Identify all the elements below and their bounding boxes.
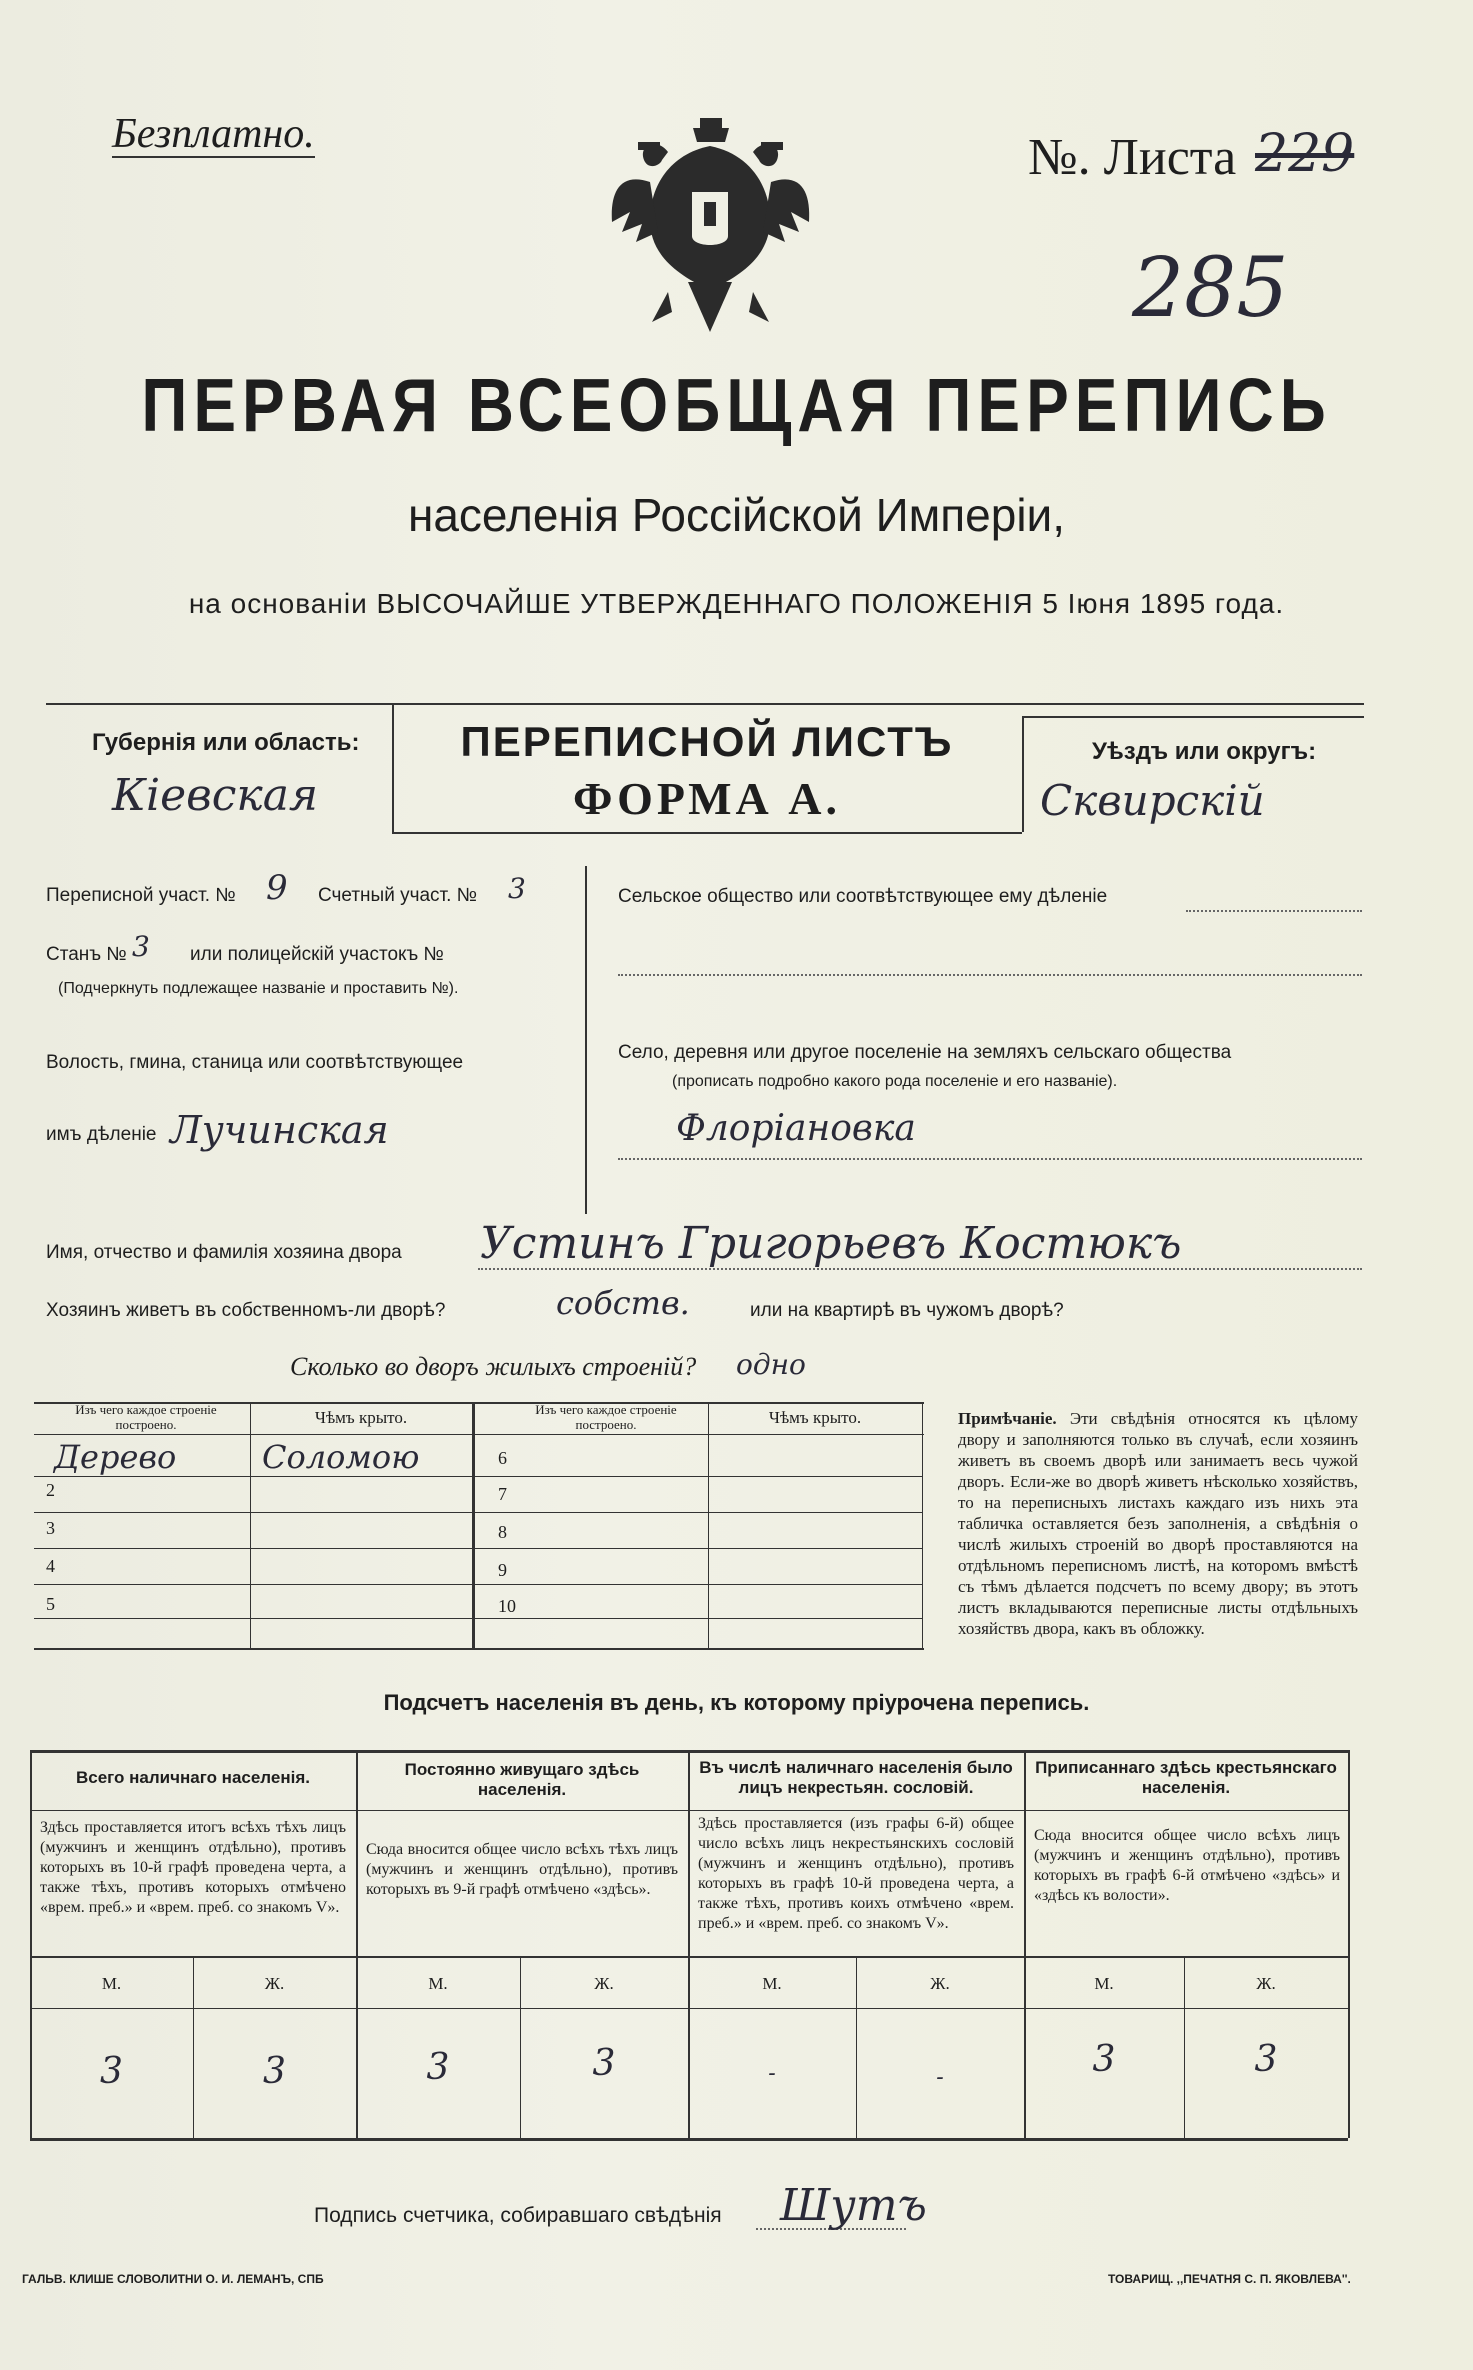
village-label: Село, деревня или другое поселеніе на земляхъ сельскаго общества [618,1042,1232,1063]
table-cell: Соломою [262,1438,420,1476]
stan-note: (Подчеркнуть подлежащее названіе и проставить №). [58,980,459,997]
male-count: 3 [100,2051,123,2092]
printer-left: ГАЛЬВ. КЛИШЕ СЛОВОЛИТНИ О. И. ЛЕМАНЪ, СПБ [22,2272,324,2286]
row-number: 2 [46,1480,55,1500]
police-area-label: или полицейскій участокъ № [190,944,444,965]
row-number: 7 [498,1484,507,1504]
sheet-title: ПЕРЕПИСНОЙ ЛИСТЪ [460,718,954,765]
material-column-header: Изъ чего каждое строеніе построено. [75,1402,217,1432]
row-number: 9 [498,1560,507,1580]
row-number: 10 [498,1596,516,1616]
form-title: ФОРМА А. [573,773,841,824]
row-number: 6 [498,1448,507,1468]
stan-value: 3 [132,930,150,963]
census-area-label: Переписной участ. № [46,885,236,906]
roof-column-header: Чѣмъ крыто. [314,1408,408,1427]
own-yard-value: собств. [556,1284,690,1322]
row-number: 4 [46,1556,55,1576]
roof-column-header: Чѣмъ крыто. [768,1408,862,1427]
buildings-count-label: Сколько во дворъ жилыхъ строеній? [290,1352,697,1381]
total-population-desc: Здѣсь проставляется итогъ всѣхъ тѣхъ лицъ (мужчинъ и женщинъ отдѣльно), противъ которыхъ въ 10-й графѣ проведена черта, а также тѣхъ, противъ которыхъ отмѣчено «врем. преб.» и «врем. преб. со знакомъ V». [40,1819,346,1916]
column-divider [585,866,587,1214]
free-label: Безплатно. [112,111,315,157]
male-header: М. [101,1974,122,1993]
female-header: Ж. [594,1974,614,1993]
main-title: ПЕРВАЯ ВСЕОБЩАЯ ПЕРЕПИСЬ [141,362,1332,448]
male-count: 3 [426,2047,450,2088]
count-area-value: 3 [508,872,526,905]
rule [392,832,1022,834]
note-text: Эти свѣдѣнія относятся къ цѣлому двору и заполняются только въ случаѣ, если хозяинъ живетъ въ своемъ дворѣ или занимаетъ весь чужой дворъ. Если-же во дворѣ живетъ нѣсколько хозяйствъ, то на переписныхъ листахъ каждаго изъ нихъ эта табличка оставляется безъ заполненія, а свѣдѣнія о числѣ жилыхъ строеній во дворѣ проставляются на отдѣльномъ переписномъ листѣ, на которомъ вмѣстѣ съ тѣмъ дѣлается подсчетъ по всему двору; въ этотъ листъ вкладываются переписные листы отдѣльныхъ хозяйствъ двора, какъ въ обложку. [958,1409,1359,1638]
count-area-label: Счетный участ. № [318,885,478,906]
village-note: (прописать подробно какого рода поселеніе и его названіе). [672,1073,1118,1090]
male-header: М. [428,1974,448,1993]
subtitle: населенія Россійской Имперіи, [407,489,1066,541]
female-count: 3 [1254,2039,1278,2080]
sheet-number-alt-value: 285 [1132,241,1289,336]
row-number: 5 [46,1594,55,1614]
row-number: 3 [46,1518,55,1538]
district-value: Сквирскій [1040,776,1265,825]
female-header: Ж. [264,1974,285,1993]
female-header: Ж. [930,1974,950,1993]
male-count: 3 [1092,2039,1116,2080]
male-header: М. [762,1974,782,1993]
province-label: Губернія или область: [92,729,360,756]
society-label: Сельское общество или соотвѣтствующее ему дѣленіе [618,886,1108,907]
rule [46,703,1364,705]
population-heading: Подсчетъ населенія въ день, къ которому пріурочена перепись. [383,1690,1090,1715]
male-count: - [768,2061,776,2086]
volost-label: Волость, гмина, станица или соотвѣтствующее [46,1052,464,1073]
material-column-header: Изъ чего каждое строеніе построено. [535,1402,677,1432]
owner-name-value: Устинъ Григорьевъ Костюкъ [480,1218,1182,1269]
stan-label: Станъ № [46,944,127,965]
registered-peasant-title: Приписаннаго здѣсь крестьянскаго населенія. [1035,1758,1337,1797]
female-count: - [936,2065,944,2090]
sheet-number-value: 229 [1255,124,1355,184]
rent-label: или на квартирѣ въ чужомъ дворѣ? [750,1300,1064,1321]
signature-label: Подпись счетчика, собиравшаго свѣдѣнія [314,2204,722,2227]
female-count: 3 [263,2051,286,2092]
row-number: 8 [498,1522,507,1542]
signature-value: Шутъ [780,2180,927,2231]
buildings-count-value: одно [736,1348,806,1381]
registered-peasant-desc: Сюда вносится общее число всѣхъ лицъ (мужчинъ и женщинъ отдѣльно), противъ которыхъ въ графѣ 6-й отмѣчено «здѣсь» и «здѣсь къ волости». [1034,1827,1340,1904]
district-label: Уѣздъ или округъ: [1092,738,1317,765]
non-peasant-population-title: Въ числѣ наличнаго населенія было лицъ некрестьян. сословій. [699,1758,1013,1797]
male-header: М. [1094,1974,1114,1993]
table-cell: Дерево [54,1438,177,1476]
permanent-population-title: Постоянно живущаго здѣсь населенія. [404,1760,640,1799]
non-peasant-population-desc: Здѣсь проставляется (изъ графы 6-й) общее число всѣхъ лицъ некрестьянскихъ сословій (мужчинъ и женщинъ отдѣльно), противъ которыхъ въ графѣ 10-й проведена черта, а также тѣхъ, противъ коихъ отмѣчено «врем. преб.» и «врем. преб. со знакомъ V». [698,1815,1014,1932]
printer-right: ТОВАРИЩ. ,,ПЕЧАТНЯ С. П. ЯКОВЛЕВА''. [1108,2272,1351,2286]
double-headed-eagle-emblem [608,112,813,344]
province-value: Кіевская [112,770,319,821]
division-value: Лучинская [170,1108,389,1152]
note-title: Примѣчаніе. [958,1409,1057,1428]
sheet-number-label: №. Листа [1028,129,1237,186]
division-label: имъ дѣленіе [46,1124,157,1145]
own-yard-label: Хозяинъ живетъ въ собственномъ-ли дворѣ? [46,1300,446,1321]
female-header: Ж. [1256,1974,1276,1993]
female-count: 3 [592,2043,616,2084]
note-block [958,1408,1358,1639]
village-value: Флоріановка [676,1108,916,1149]
census-area-value: 9 [266,868,288,908]
owner-name-label: Имя, отчество и фамилія хозяина двора [46,1242,402,1263]
permanent-population-desc: Сюда вносится общее число всѣхъ тѣхъ лицъ (мужчинъ и женщинъ отдѣльно), противъ которыхъ въ 9-й графѣ отмѣчено «здѣсь». [366,1841,678,1898]
legal-basis-line: на основаніи ВЫСОЧАЙШЕ УТВЕРЖДЕННАГО ПОЛОЖЕНІЯ 5 Іюня 1895 года. [188,588,1285,619]
total-population-title: Всего наличнаго населенія. [76,1768,310,1787]
